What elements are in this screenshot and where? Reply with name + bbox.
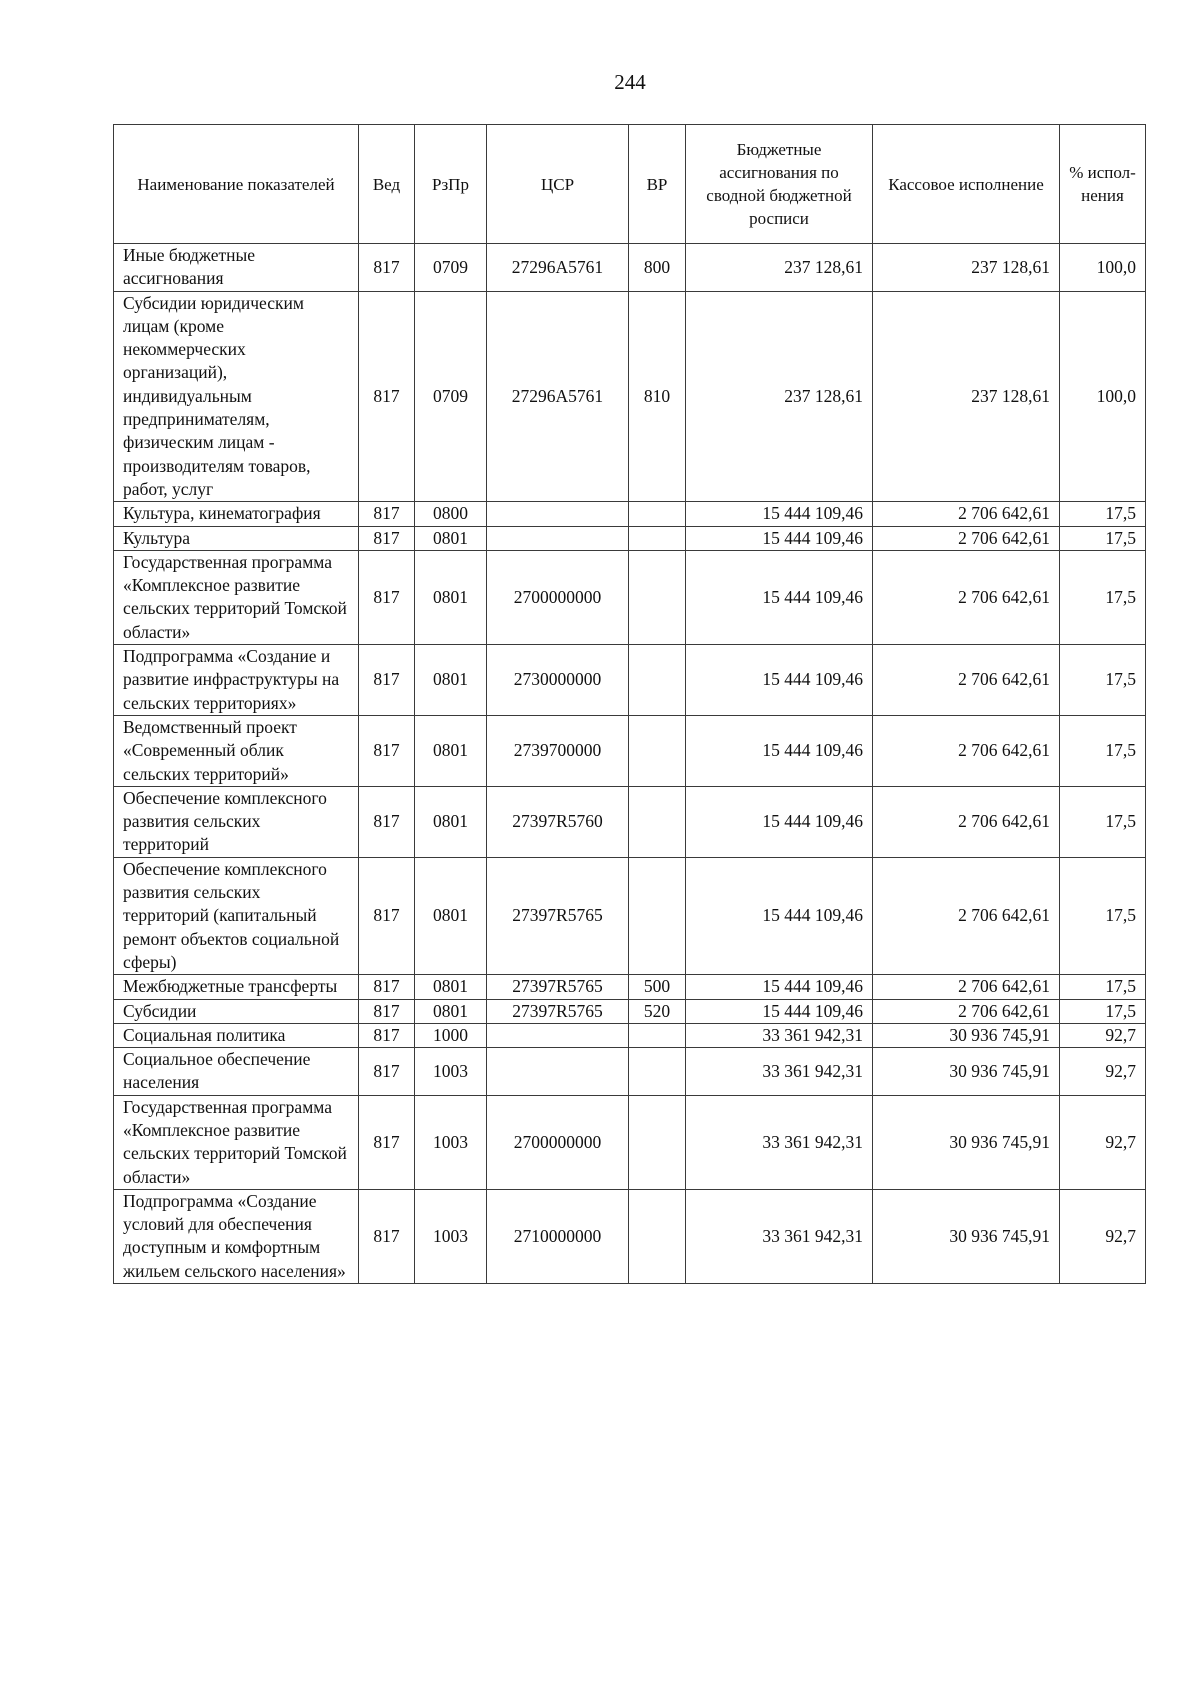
cell-csr: 27397R5765 bbox=[487, 999, 629, 1023]
cell-percent: 17,5 bbox=[1060, 975, 1146, 999]
cell-ved: 817 bbox=[359, 1095, 415, 1189]
cell-name: Государственная программа «Комплексное развитие сельских территорий Томской области» bbox=[114, 1095, 359, 1189]
cell-assigned: 33 361 942,31 bbox=[686, 1095, 873, 1189]
cell-executed: 2 706 642,61 bbox=[873, 550, 1060, 644]
cell-vr bbox=[629, 526, 686, 550]
header-assigned: Бюджетные ассигнования по сводной бюджетной росписи bbox=[686, 125, 873, 244]
cell-executed: 2 706 642,61 bbox=[873, 999, 1060, 1023]
cell-name: Обеспечение комплексного развития сельских территорий bbox=[114, 786, 359, 857]
table-row bbox=[114, 715, 1146, 786]
cell-ved: 817 bbox=[359, 715, 415, 786]
cell-rzpr: 0801 bbox=[415, 645, 487, 716]
cell-percent: 17,5 bbox=[1060, 999, 1146, 1023]
table-row bbox=[114, 857, 1146, 974]
cell-ved: 817 bbox=[359, 645, 415, 716]
cell-assigned: 33 361 942,31 bbox=[686, 1023, 873, 1047]
cell-executed: 237 128,61 bbox=[873, 291, 1060, 502]
cell-executed: 2 706 642,61 bbox=[873, 645, 1060, 716]
cell-assigned: 15 444 109,46 bbox=[686, 857, 873, 974]
cell-csr bbox=[487, 526, 629, 550]
cell-rzpr: 0801 bbox=[415, 526, 487, 550]
cell-percent: 17,5 bbox=[1060, 786, 1146, 857]
cell-rzpr: 0801 bbox=[415, 786, 487, 857]
table-row bbox=[114, 1189, 1146, 1283]
table-body bbox=[114, 244, 1146, 1284]
cell-ved: 817 bbox=[359, 244, 415, 292]
cell-ved: 817 bbox=[359, 526, 415, 550]
cell-assigned: 15 444 109,46 bbox=[686, 550, 873, 644]
cell-rzpr: 1000 bbox=[415, 1023, 487, 1047]
cell-csr: 2739700000 bbox=[487, 715, 629, 786]
table-header-row bbox=[114, 125, 1146, 244]
cell-rzpr: 0709 bbox=[415, 244, 487, 292]
cell-percent: 17,5 bbox=[1060, 857, 1146, 974]
cell-assigned: 15 444 109,46 bbox=[686, 975, 873, 999]
cell-vr bbox=[629, 502, 686, 526]
table-row bbox=[114, 550, 1146, 644]
cell-csr: 2730000000 bbox=[487, 645, 629, 716]
budget-table bbox=[113, 124, 1146, 1284]
cell-vr bbox=[629, 550, 686, 644]
cell-percent: 100,0 bbox=[1060, 291, 1146, 502]
cell-assigned: 15 444 109,46 bbox=[686, 645, 873, 716]
cell-percent: 17,5 bbox=[1060, 526, 1146, 550]
cell-executed: 30 936 745,91 bbox=[873, 1189, 1060, 1283]
cell-rzpr: 0801 bbox=[415, 715, 487, 786]
table-row bbox=[114, 975, 1146, 999]
cell-rzpr: 0801 bbox=[415, 857, 487, 974]
cell-csr bbox=[487, 1048, 629, 1096]
cell-vr: 520 bbox=[629, 999, 686, 1023]
cell-csr bbox=[487, 502, 629, 526]
cell-csr: 27397R5765 bbox=[487, 857, 629, 974]
cell-executed: 237 128,61 bbox=[873, 244, 1060, 292]
header-ved: Вед bbox=[359, 125, 415, 244]
cell-csr: 2710000000 bbox=[487, 1189, 629, 1283]
cell-rzpr: 0800 bbox=[415, 502, 487, 526]
cell-ved: 817 bbox=[359, 291, 415, 502]
table-row bbox=[114, 786, 1146, 857]
cell-assigned: 15 444 109,46 bbox=[686, 999, 873, 1023]
cell-executed: 2 706 642,61 bbox=[873, 526, 1060, 550]
cell-executed: 2 706 642,61 bbox=[873, 975, 1060, 999]
cell-ved: 817 bbox=[359, 975, 415, 999]
cell-executed: 30 936 745,91 bbox=[873, 1023, 1060, 1047]
cell-name: Субсидии bbox=[114, 999, 359, 1023]
cell-name: Межбюджетные трансферты bbox=[114, 975, 359, 999]
cell-assigned: 33 361 942,31 bbox=[686, 1189, 873, 1283]
cell-ved: 817 bbox=[359, 857, 415, 974]
cell-executed: 2 706 642,61 bbox=[873, 502, 1060, 526]
cell-rzpr: 0801 bbox=[415, 999, 487, 1023]
cell-name: Государственная программа «Комплексное развитие сельских территорий Томской области» bbox=[114, 550, 359, 644]
header-executed: Кассовое исполнение bbox=[873, 125, 1060, 244]
table-row bbox=[114, 502, 1146, 526]
cell-percent: 92,7 bbox=[1060, 1048, 1146, 1096]
header-percent: % испол-нения bbox=[1060, 125, 1146, 244]
cell-rzpr: 1003 bbox=[415, 1189, 487, 1283]
cell-vr bbox=[629, 1048, 686, 1096]
header-vr: ВР bbox=[629, 125, 686, 244]
cell-executed: 30 936 745,91 bbox=[873, 1095, 1060, 1189]
cell-csr: 27397R5760 bbox=[487, 786, 629, 857]
cell-percent: 17,5 bbox=[1060, 645, 1146, 716]
cell-vr bbox=[629, 715, 686, 786]
cell-percent: 92,7 bbox=[1060, 1023, 1146, 1047]
cell-assigned: 33 361 942,31 bbox=[686, 1048, 873, 1096]
page-number: 244 bbox=[614, 70, 646, 94]
cell-name: Подпрограмма «Создание и развитие инфраструктуры на сельских территориях» bbox=[114, 645, 359, 716]
cell-name: Социальная политика bbox=[114, 1023, 359, 1047]
cell-name: Ведомственный проект «Современный облик сельских территорий» bbox=[114, 715, 359, 786]
cell-name: Обеспечение комплексного развития сельских территорий (капитальный ремонт объектов социальной сферы) bbox=[114, 857, 359, 974]
cell-rzpr: 0801 bbox=[415, 975, 487, 999]
cell-name: Социальное обеспечение населения bbox=[114, 1048, 359, 1096]
cell-percent: 100,0 bbox=[1060, 244, 1146, 292]
table-row bbox=[114, 1095, 1146, 1189]
cell-assigned: 237 128,61 bbox=[686, 244, 873, 292]
cell-rzpr: 1003 bbox=[415, 1048, 487, 1096]
table-row bbox=[114, 999, 1146, 1023]
cell-ved: 817 bbox=[359, 550, 415, 644]
cell-assigned: 15 444 109,46 bbox=[686, 786, 873, 857]
cell-ved: 817 bbox=[359, 999, 415, 1023]
cell-csr: 2700000000 bbox=[487, 1095, 629, 1189]
cell-rzpr: 0801 bbox=[415, 550, 487, 644]
cell-percent: 92,7 bbox=[1060, 1189, 1146, 1283]
cell-ved: 817 bbox=[359, 502, 415, 526]
cell-ved: 817 bbox=[359, 1023, 415, 1047]
cell-percent: 17,5 bbox=[1060, 550, 1146, 644]
cell-vr bbox=[629, 786, 686, 857]
cell-vr bbox=[629, 1189, 686, 1283]
cell-name: Культура, кинематография bbox=[114, 502, 359, 526]
cell-vr: 810 bbox=[629, 291, 686, 502]
table-row bbox=[114, 526, 1146, 550]
cell-ved: 817 bbox=[359, 1048, 415, 1096]
cell-assigned: 15 444 109,46 bbox=[686, 715, 873, 786]
cell-csr: 27296A5761 bbox=[487, 244, 629, 292]
cell-name: Иные бюджетные ассигнования bbox=[114, 244, 359, 292]
cell-percent: 17,5 bbox=[1060, 502, 1146, 526]
cell-vr bbox=[629, 857, 686, 974]
cell-csr: 27397R5765 bbox=[487, 975, 629, 999]
cell-ved: 817 bbox=[359, 786, 415, 857]
cell-vr: 800 bbox=[629, 244, 686, 292]
cell-assigned: 15 444 109,46 bbox=[686, 502, 873, 526]
cell-vr bbox=[629, 645, 686, 716]
cell-csr: 27296A5761 bbox=[487, 291, 629, 502]
cell-name: Подпрограмма «Создание условий для обеспечения доступным и комфортным жильем сельского населения» bbox=[114, 1189, 359, 1283]
cell-percent: 92,7 bbox=[1060, 1095, 1146, 1189]
table-row bbox=[114, 1023, 1146, 1047]
cell-vr bbox=[629, 1095, 686, 1189]
cell-name: Субсидии юридическим лицам (кроме некоммерческих организаций), индивидуальным предпринимателям, физическим лицам - производителям товаров, работ, услуг bbox=[114, 291, 359, 502]
header-name: Наименование показателей bbox=[114, 125, 359, 244]
cell-executed: 2 706 642,61 bbox=[873, 857, 1060, 974]
cell-csr: 2700000000 bbox=[487, 550, 629, 644]
header-csr: ЦСР bbox=[487, 125, 629, 244]
cell-name: Культура bbox=[114, 526, 359, 550]
cell-rzpr: 0709 bbox=[415, 291, 487, 502]
cell-vr bbox=[629, 1023, 686, 1047]
table-row bbox=[114, 1048, 1146, 1096]
cell-executed: 2 706 642,61 bbox=[873, 715, 1060, 786]
cell-ved: 817 bbox=[359, 1189, 415, 1283]
cell-executed: 30 936 745,91 bbox=[873, 1048, 1060, 1096]
cell-vr: 500 bbox=[629, 975, 686, 999]
cell-assigned: 15 444 109,46 bbox=[686, 526, 873, 550]
cell-executed: 2 706 642,61 bbox=[873, 786, 1060, 857]
cell-percent: 17,5 bbox=[1060, 715, 1146, 786]
table-row bbox=[114, 244, 1146, 292]
cell-csr bbox=[487, 1023, 629, 1047]
cell-rzpr: 1003 bbox=[415, 1095, 487, 1189]
table-row bbox=[114, 291, 1146, 502]
cell-assigned: 237 128,61 bbox=[686, 291, 873, 502]
header-rzpr: РзПр bbox=[415, 125, 487, 244]
table-row bbox=[114, 645, 1146, 716]
